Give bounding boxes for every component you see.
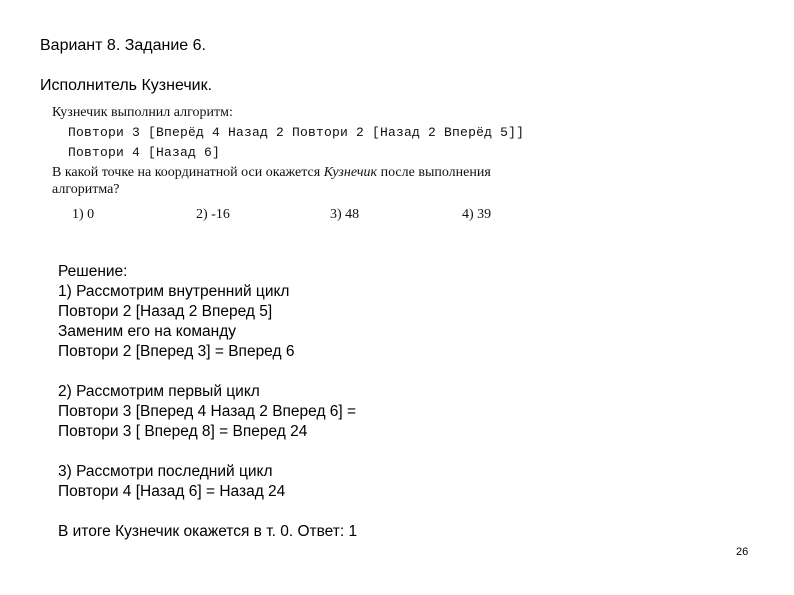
algorithm-line-2: Повтори 4 [Назад 6] [68, 145, 221, 160]
page-number: 26 [736, 546, 749, 558]
solution-line: 2) Рассмотрим первый цикл [58, 383, 260, 400]
solution-line: 3) Рассмотри последний цикл [58, 463, 273, 480]
solution-line [58, 442, 357, 462]
solution-line: Заменим его на команду [58, 323, 236, 340]
slide-title: Вариант 8. Задание 6. [40, 37, 206, 54]
answer-option: 1) 0 [72, 207, 95, 222]
solution-block [58, 262, 357, 542]
solution-line: Повтори 2 [Вперед 3] = Вперед 6 [58, 343, 295, 360]
question-text-a: В какой точке на координатной оси окажется [52, 165, 324, 180]
solution-line: 1) Рассмотрим внутренний цикл [58, 283, 290, 300]
problem-intro: Кузнечик выполнил алгоритм: [52, 105, 233, 120]
solution-line: Повтори 3 [Вперед 4 Назад 2 Вперед 6] = [58, 403, 357, 420]
question-line-2: алгоритма? [52, 182, 120, 197]
solution-line: Повтори 3 [ Вперед 8] = Вперед 24 [58, 423, 308, 440]
slide-subtitle: Исполнитель Кузнечик. [40, 77, 213, 94]
solution-line: Решение: [58, 263, 128, 280]
solution-line: Повтори 4 [Назад 6] = Назад 24 [58, 483, 286, 500]
solution-line [58, 362, 357, 382]
solution-line: В итоге Кузнечик окажется в т. 0. Ответ: 1 [58, 523, 358, 540]
answer-option: 3) 48 [330, 207, 360, 222]
question-line-1 [52, 164, 491, 181]
question-text-c: после выполнения [377, 165, 491, 180]
answer-option: 2) -16 [196, 207, 230, 222]
solution-line [58, 502, 357, 522]
solution-line: Повтори 2 [Назад 2 Вперед 5] [58, 303, 273, 320]
answer-option: 4) 39 [462, 207, 492, 222]
question-text-italic: Кузнечик [323, 165, 378, 180]
algorithm-line-1: Повтори 3 [Вперёд 4 Назад 2 Повтори 2 [Назад 2 Вперёд 5]] [68, 125, 525, 140]
